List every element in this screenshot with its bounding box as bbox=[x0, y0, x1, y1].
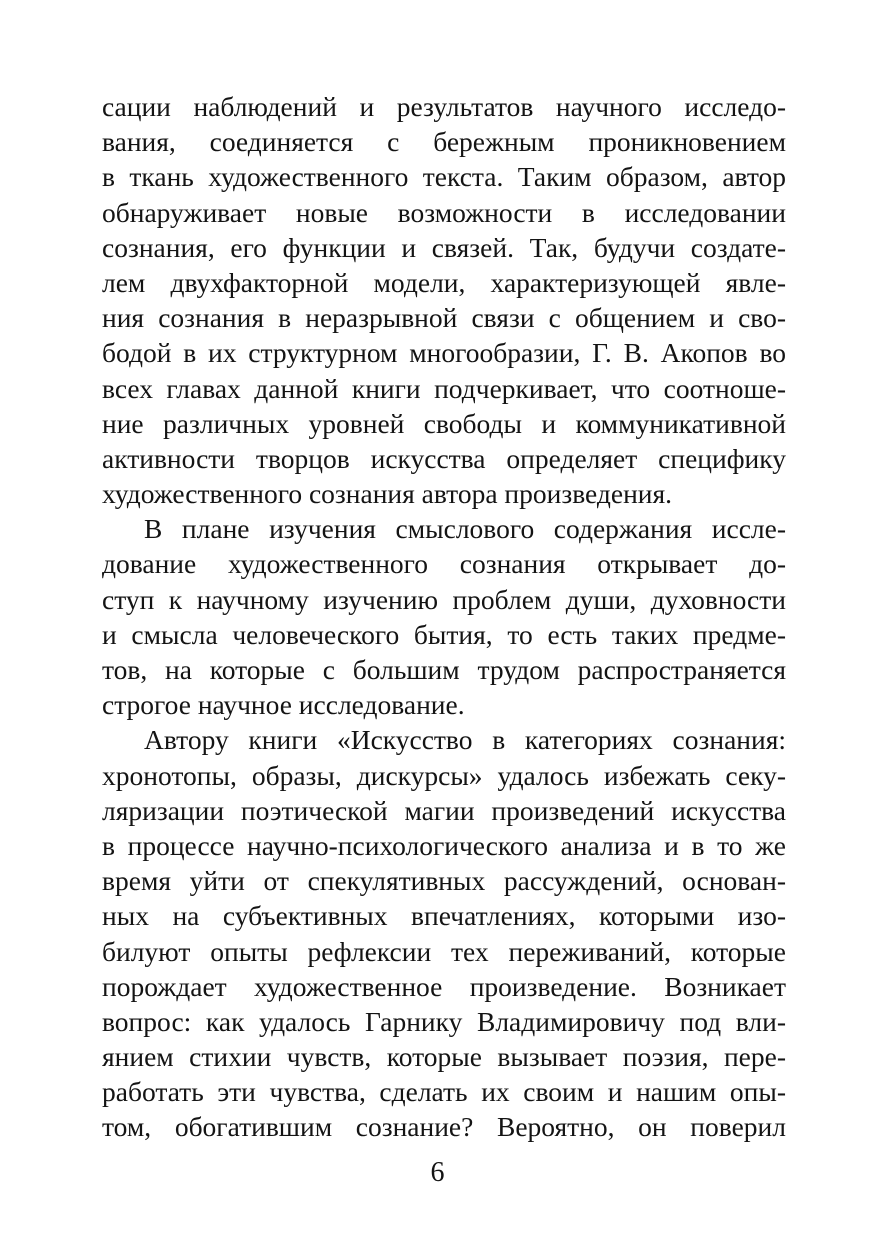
text-line: ных на субъективных впечатлениях, которыми изо- bbox=[102, 900, 786, 932]
text-line: в процессе научно-психологического анализа и в то же bbox=[102, 829, 786, 861]
text-line: в ткань художественного текста. Таким образом, автор bbox=[102, 161, 786, 193]
text-line: сознания, его функции и связей. Так, будучи создате- bbox=[102, 231, 786, 263]
text-line: бодой в их структурном многообразии, Г. В. Акопов во bbox=[102, 337, 786, 369]
text-line: Автору книги «Искусство в категориях сознания: bbox=[144, 724, 786, 756]
text-line: вания, соединяется с бережным проникновением bbox=[102, 126, 786, 158]
text-line: и смысла человеческого бытия, то есть таких предме- bbox=[102, 618, 786, 650]
text-line: дование художественного сознания открывает до- bbox=[102, 548, 786, 580]
body-text bbox=[102, 89, 786, 1145]
text-line: ляризации поэтической магии произведений искусства bbox=[102, 794, 786, 826]
text-line: активности творцов искусства определяет специфику bbox=[102, 442, 786, 474]
text-line: обнаруживает новые возможности в исследовании bbox=[102, 196, 786, 228]
text-line: хронотопы, образы, дискурсы» удалось избежать секу- bbox=[102, 759, 786, 791]
text-line: ние различных уровней свободы и коммуникативной bbox=[102, 407, 786, 439]
text-line: ния сознания в неразрывной связи с общением и сво- bbox=[102, 302, 786, 334]
text-line: билуют опыты рефлексии тех переживаний, которые bbox=[102, 935, 786, 967]
text-line: строгое научное исследование. bbox=[102, 689, 465, 721]
text-line: В плане изучения смыслового содержания иссле- bbox=[144, 513, 786, 545]
text-line: сации наблюдений и результатов научного исследо- bbox=[102, 91, 786, 122]
text-line: работать эти чувства, сделать их своим и нашим опы- bbox=[102, 1076, 786, 1108]
text-line: всех главах данной книги подчеркивает, что соотноше- bbox=[102, 372, 786, 404]
text-line: время уйти от спекулятивных рассуждений, основан- bbox=[102, 865, 786, 897]
page-number: 6 bbox=[430, 1157, 445, 1188]
text-line: лем двухфакторной модели, характеризующей явле- bbox=[102, 266, 786, 298]
text-line: янием стихии чувств, которые вызывает поэзия, пере- bbox=[102, 1041, 786, 1073]
text-line: том, обогатившим сознание? Вероятно, он поверил bbox=[102, 1111, 786, 1143]
text-line: вопрос: как удалось Гарнику Владимировичу под вли- bbox=[102, 1005, 786, 1037]
text-line: ступ к научному изучению проблем души, духовности bbox=[102, 583, 786, 615]
text-line: художественного сознания автора произведения. bbox=[102, 478, 673, 510]
text-line: тов, на которые с большим трудом распространяется bbox=[102, 654, 786, 685]
text-line: порождает художественное произведение. Возникает bbox=[102, 970, 786, 1002]
